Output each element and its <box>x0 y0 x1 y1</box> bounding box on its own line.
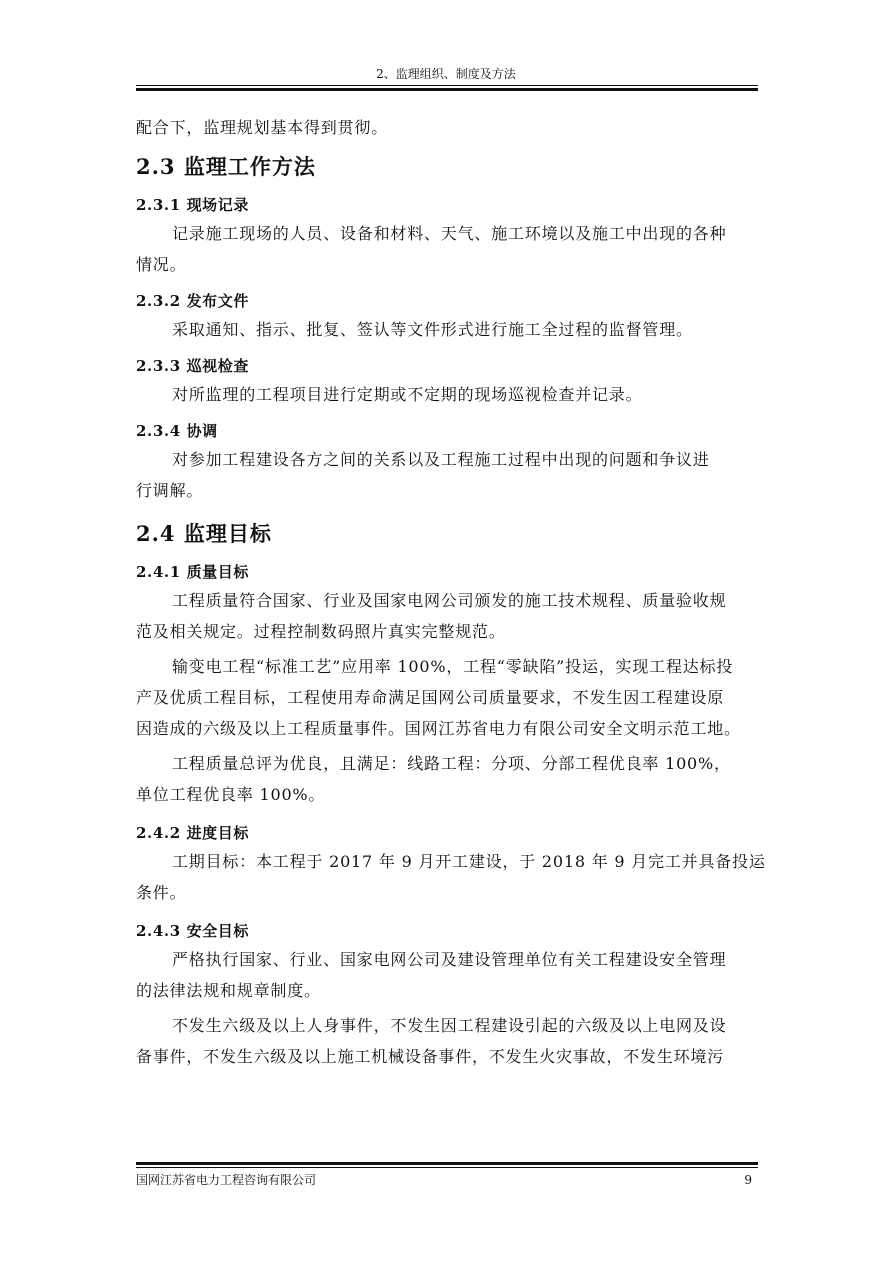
page-number: 9 <box>744 1173 752 1187</box>
footer-rule-thin <box>136 1167 758 1168</box>
safety-para1-line: 的法律法规和规章制度。 <box>136 981 321 1000</box>
subsection-2-3-1-heading: 2.3.1 现场记录 <box>136 196 249 214</box>
quality-para3-line: 工程质量总评为优良，且满足：线路工程：分项、分部工程优良率 100%， <box>172 754 731 773</box>
quality-para1-line: 工程质量符合国家、行业及国家电网公司颁发的施工技术规程、质量验收规 <box>172 591 727 610</box>
continuation-text: 配合下，监理规划基本得到贯彻。 <box>136 118 389 137</box>
subsection-2-3-2-line: 采取通知、指示、批复、签认等文件形式进行施工全过程的监督管理。 <box>172 320 693 339</box>
section-2-3-heading: 2.3 监理工作方法 <box>136 154 316 179</box>
subsection-2-4-1-heading: 2.4.1 质量目标 <box>136 563 249 581</box>
subsection-2-4-2-heading: 2.4.2 进度目标 <box>136 824 249 842</box>
quality-para2-line: 因造成的六级及以上工程质量事件。国网江苏省电力有限公司安全文明示范工地。 <box>136 719 741 738</box>
subsection-2-3-2-heading: 2.3.2 发布文件 <box>136 292 249 310</box>
schedule-line: 工期目标：本工程于 2017 年 9 月开工建设，于 2018 年 9 月完工并具备投运 <box>172 852 766 871</box>
subsection-2-3-4-line: 行调解。 <box>136 481 204 500</box>
quality-para1-line: 范及相关规定。过程控制数码照片真实完整规范。 <box>136 622 506 641</box>
footer-company-name: 国网江苏省电力工程咨询有限公司 <box>136 1173 317 1187</box>
subsection-2-3-3-line: 对所监理的工程项目进行定期或不定期的现场巡视检查并记录。 <box>172 385 643 404</box>
quality-para2-line: 产及优质工程目标，工程使用寿命满足国网公司质量要求，不发生因工程建设原 <box>136 688 725 707</box>
footer-rule-thick <box>136 1162 758 1165</box>
safety-para2-line: 备事件，不发生六级及以上施工机械设备事件，不发生火灾事故，不发生环境污 <box>136 1047 725 1066</box>
subsection-2-3-4-heading: 2.3.4 协调 <box>136 422 218 440</box>
document-body <box>136 112 766 1072</box>
subsection-2-4-3-heading: 2.4.3 安全目标 <box>136 922 249 940</box>
quality-para2-line: 输变电工程“标准工艺”应用率 100%，工程“零缺陷”投运，实现工程达标投 <box>172 657 734 676</box>
page-header-title: 2、监理组织、制度及方法 <box>376 67 516 81</box>
safety-para1-line: 严格执行国家、行业、国家电网公司及建设管理单位有关工程建设安全管理 <box>172 950 727 969</box>
header-rule-thick <box>136 88 758 91</box>
subsection-2-3-4-line: 对参加工程建设各方之间的关系以及工程施工过程中出现的问题和争议进 <box>172 450 710 469</box>
schedule-line: 条件。 <box>136 883 187 902</box>
quality-para3-line: 单位工程优良率 100%。 <box>136 785 326 804</box>
header-rule-thin <box>136 85 758 86</box>
subsection-2-3-1-line: 记录施工现场的人员、设备和材料、天气、施工环境以及施工中出现的各种 <box>172 224 727 243</box>
subsection-2-3-1-line: 情况。 <box>136 255 187 274</box>
section-2-4-heading: 2.4 监理目标 <box>136 521 272 546</box>
subsection-2-3-3-heading: 2.3.3 巡视检查 <box>136 357 249 375</box>
safety-para2-line: 不发生六级及以上人身事件，不发生因工程建设引起的六级及以上电网及设 <box>172 1016 727 1035</box>
